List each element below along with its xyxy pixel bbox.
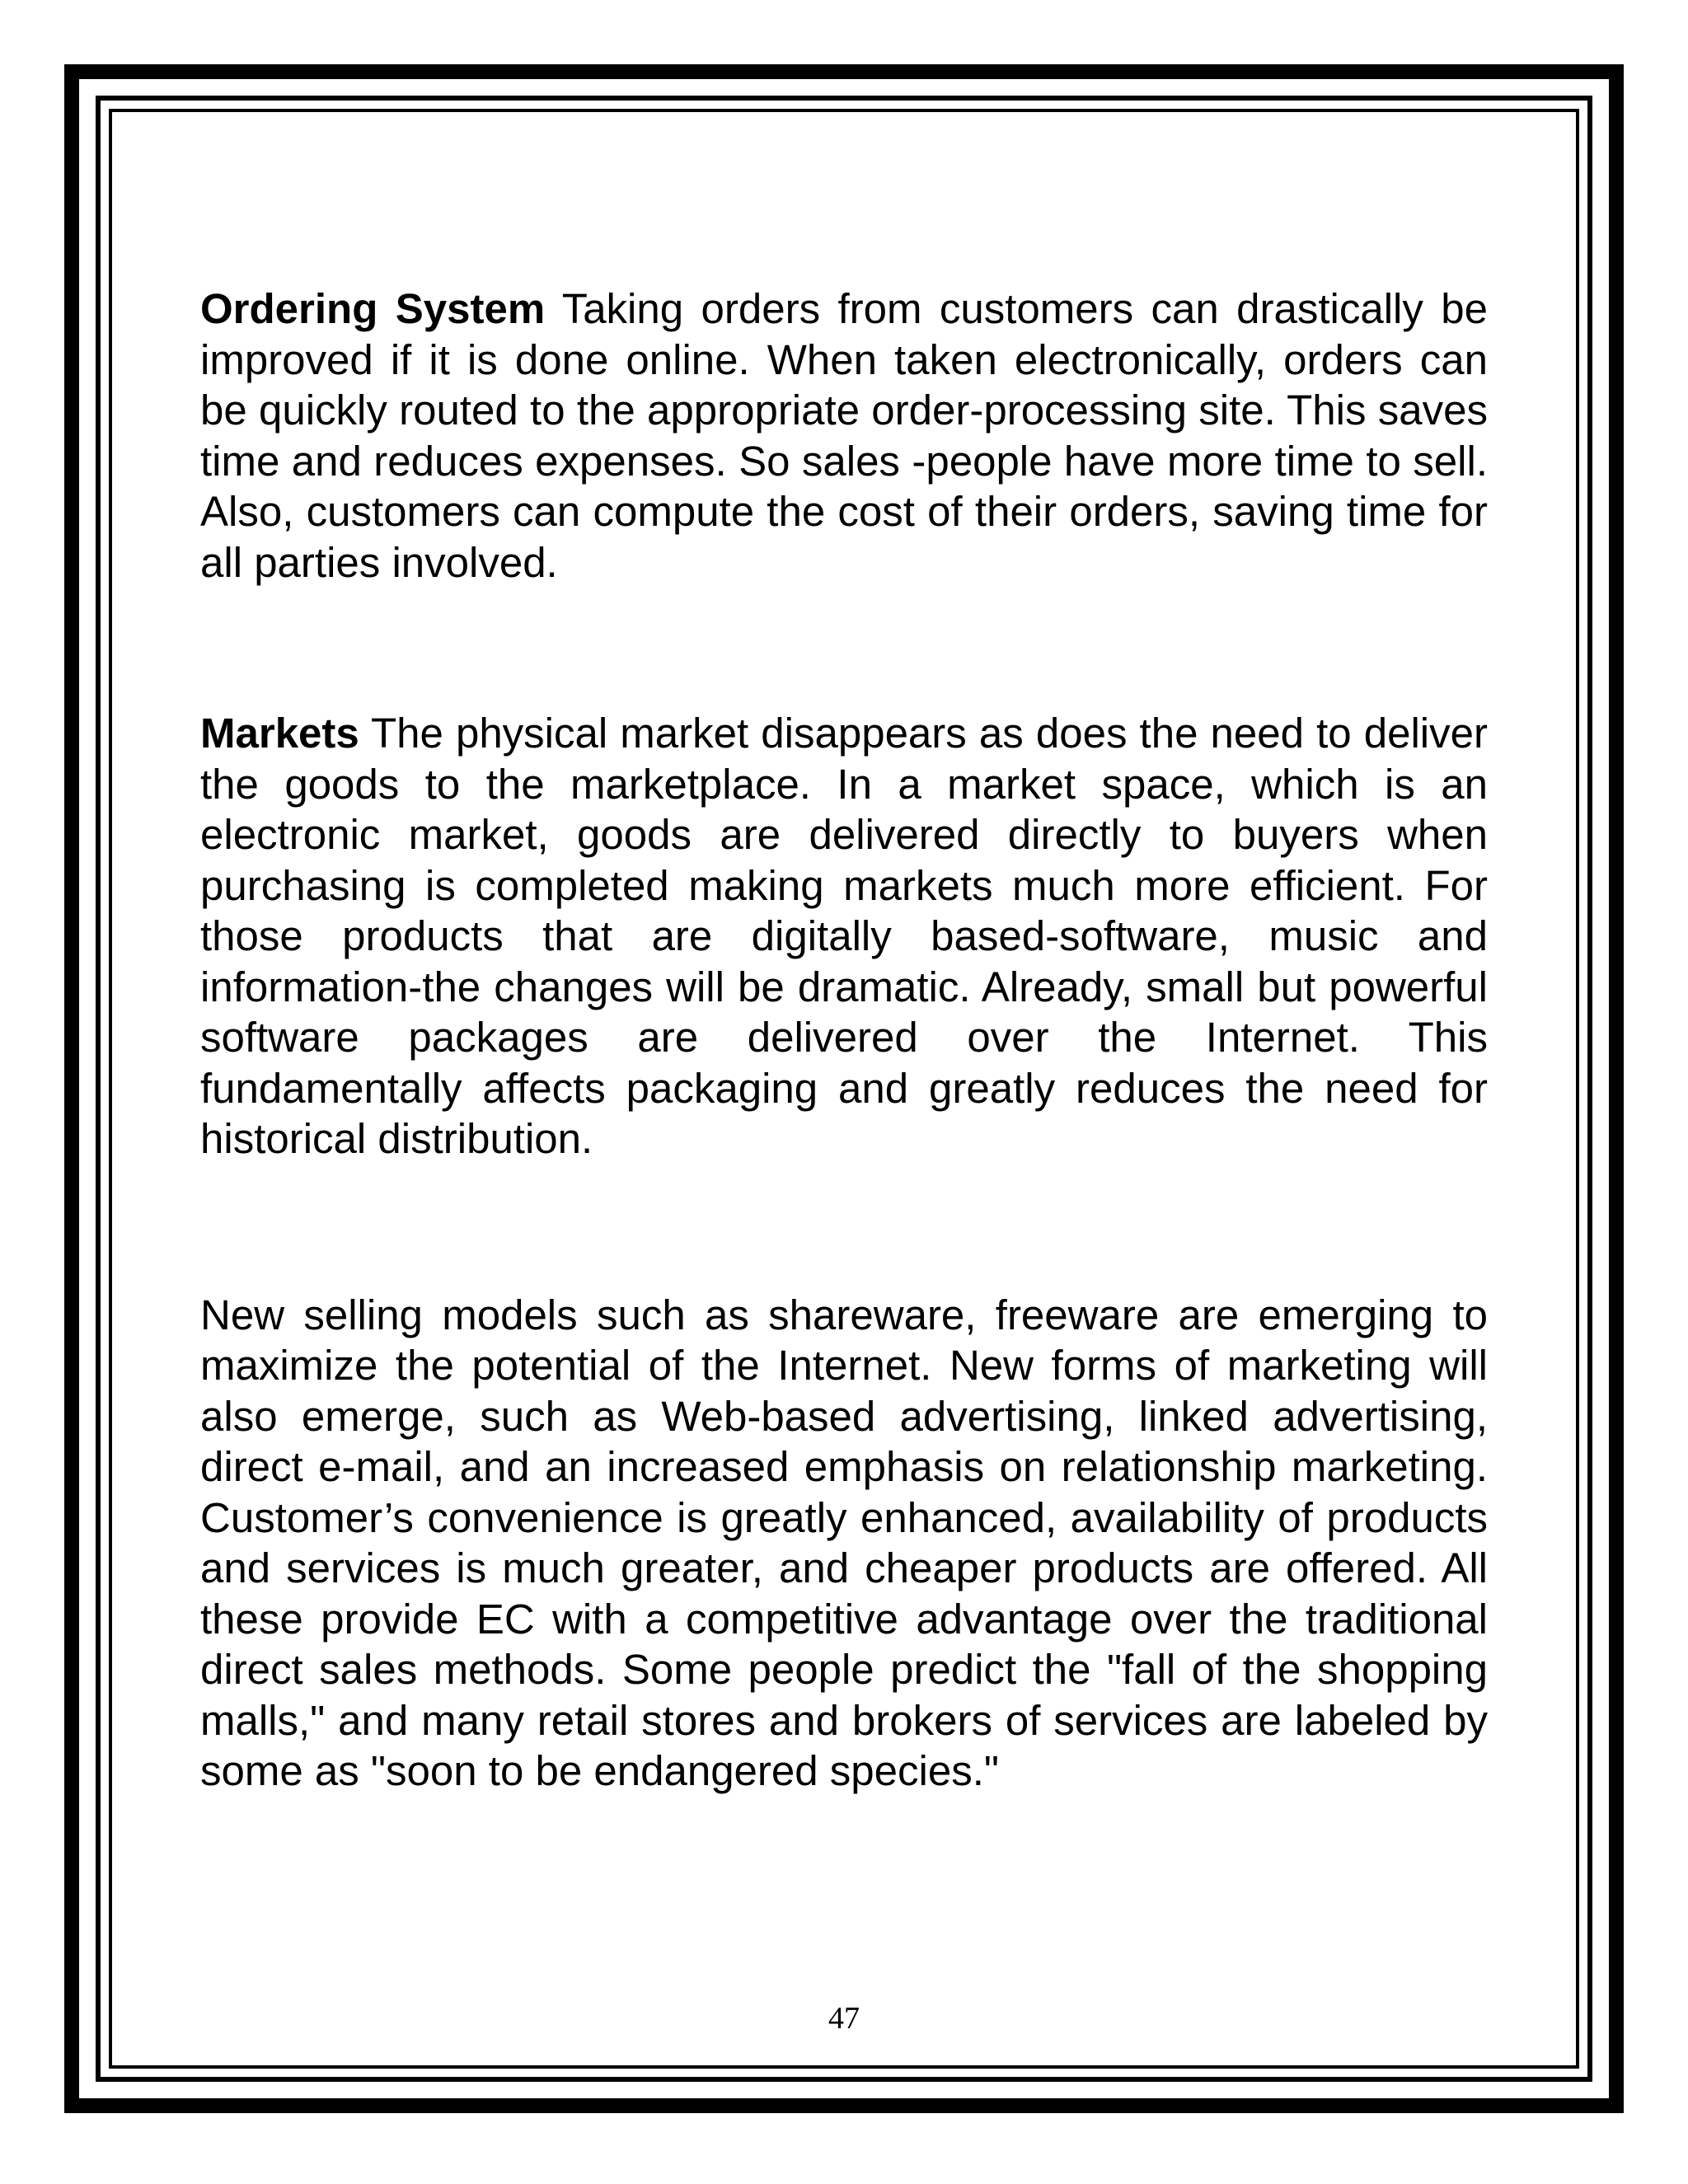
paragraph-text-markets: The physical market disappears as does the need to deliver the goods to the marketplace. In a market space, which is an electronic market, goods are delivered directly to buyers when purchasing is completed making markets much more efficient. For those products that are digitally based-software, music and information-the changes will be dramatic. Already, small but powerful software packages are delivered over the Internet. This fundamentally affects packaging and greatly reduces the need for historical distribution. <box>200 710 1488 1162</box>
paragraph-markets <box>200 708 1488 1165</box>
paragraph-text-ordering-system: Taking orders from customers can drastically be improved if it is done online. When taken electronically, orders can be quickly routed to the appropriate order-processing site. This saves time and reduces expenses. So sales -people have more time to sell. Also, customers can compute the cost of their orders, saving time for all parties involved. <box>200 285 1488 586</box>
page-number: 47 <box>828 2001 860 2036</box>
page-content <box>200 284 1488 1797</box>
paragraph-text-new-selling-models: New selling models such as shareware, freeware are emerging to maximize the potential of the Internet. New forms of marketing will also emerge, such as Web-based advertising, linked advertising, direct e-mail, and an increased emphasis on relationship marketing. Customer’s convenience is greatly enhanced, availability of products and services is much greater, and cheaper products are offered. All these provide EC with a competitive advantage over the traditional direct sales methods. Some people predict the "fall of the shopping malls," and many retail stores and brokers of services are labeled by some as "soon to be endangered species." <box>200 1291 1488 1794</box>
paragraph-heading-markets: Markets <box>200 710 359 757</box>
paragraph-heading-ordering-system: Ordering System <box>200 285 546 332</box>
paragraph-ordering-system <box>200 284 1488 588</box>
paragraph-new-selling-models <box>200 1290 1488 1797</box>
